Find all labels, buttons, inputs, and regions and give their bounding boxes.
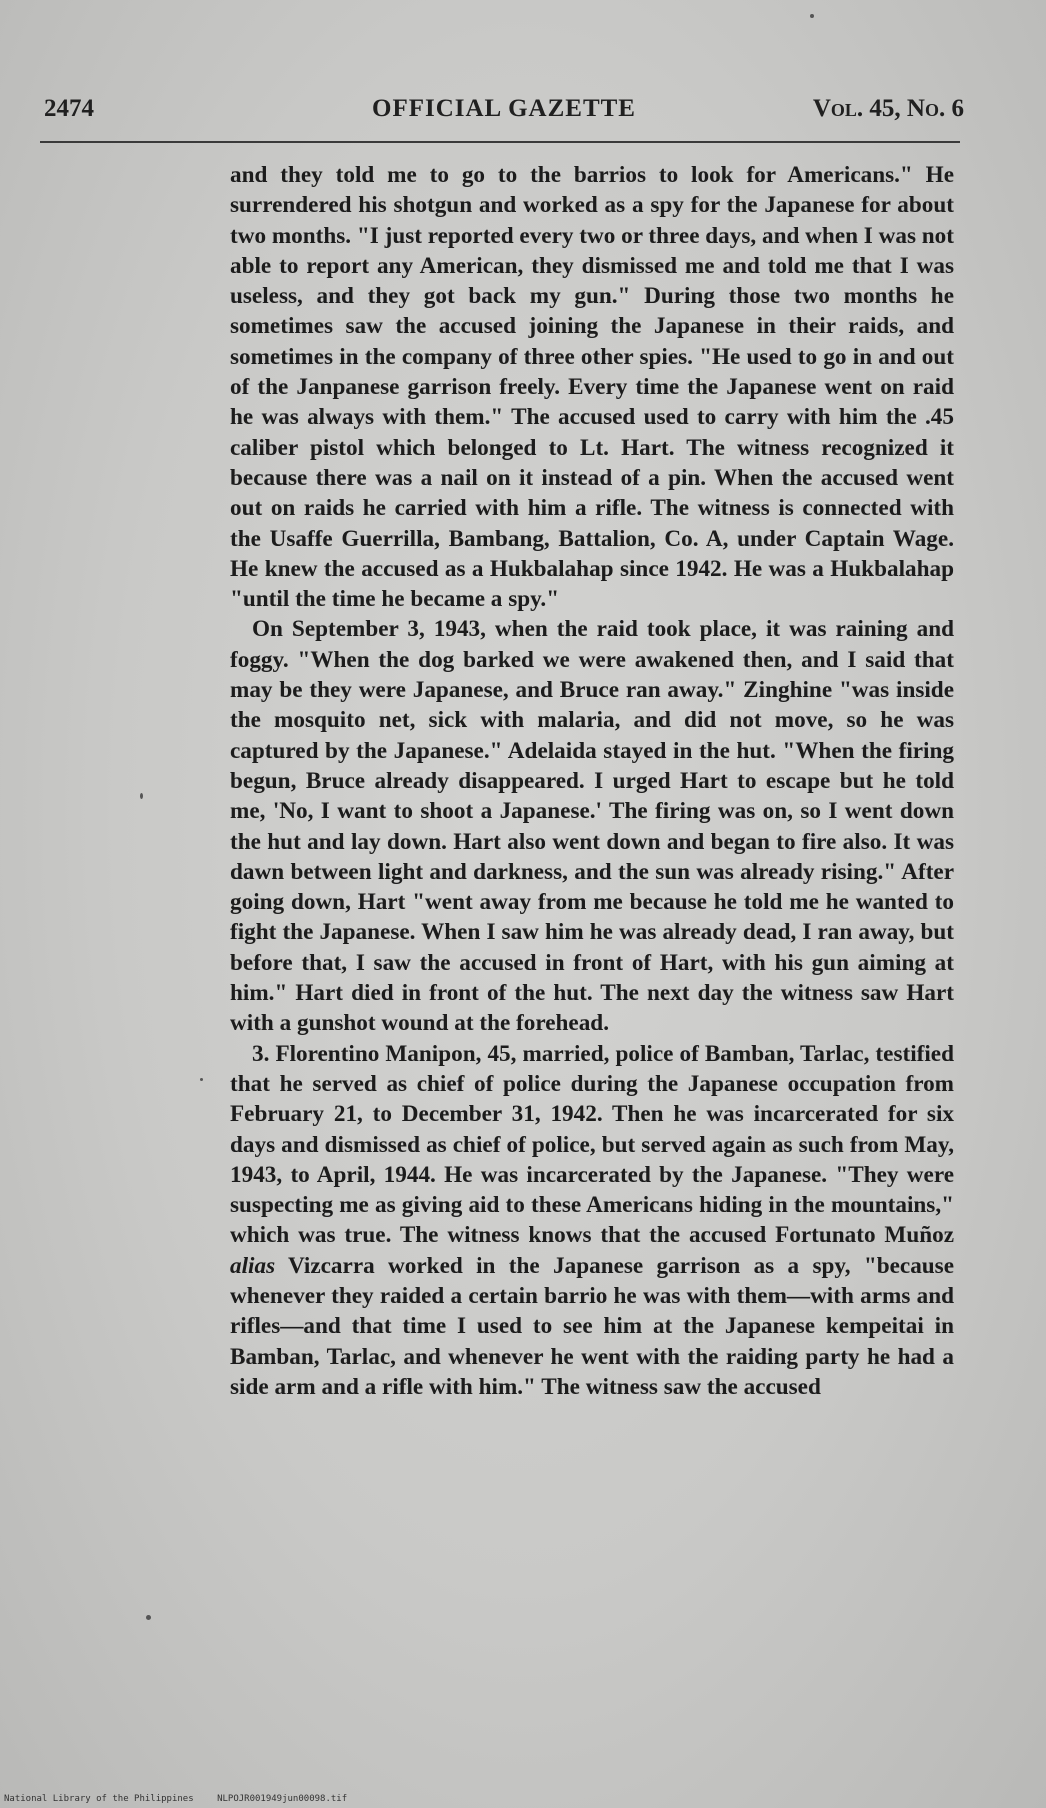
publication-title: OFFICIAL GAZETTE [372,95,636,122]
scan-speck [140,793,143,799]
paragraph-raid: On September 3, 1943, when the raid took place, it was raining and foggy. "When the dog barked we were awakened then, and I said that may be they were Japanese, and Bruce ran away." Zinghine "was inside the mosquito net, sick with malaria, and did not move, so he was captured by the Japanese." Adelaida stayed in the hut. "When the firing begun, Bruce already disappeared. I urged Hart to escape but he told me, 'No, I want to shoot a Japanese.' The firing was on, so I went down the hut and lay down. Hart also went down and began to fire also. It was dawn between light and darkness, and the sun was already rising." After going down, Hart "went away from me because he told me he wanted to fight the Japanese. When I saw him he was already dead, I ran away, but before that, I saw the accused in front of Hart, with his gun aiming at him." Hart died in front of the hut. The next day the witness saw Hart with a gunshot wound at the forehead. [230,616,954,1037]
witness-3-text-end: Vizcarra worked in the Japanese garrison as a spy, "because whenever they raided a certain barrio he was with them—with arms and rifles—and that time I used to see him at the Japanese kempeitai in Bamban, Tarlac, and whenever he went with the raiding party he had a side arm and a rifle with him." The witness saw the accused [230,1252,954,1400]
header-rule [40,141,960,143]
scan-speck [200,1078,203,1081]
paragraph-witness-3 [230,1039,954,1403]
scan-speck [146,1615,151,1620]
witness-3-text-start: 3. Florentino Manipon, 45, married, police of Bamban, Tarlac, testified that he served as chief of police during the Japanese occupation from February 21, to December 31, 1942. Then he was incarcerated for six days and dismissed as chief of police, but served again as such from May, 1943, to April, 1944. He was incarcerated by the Japanese. "They were suspecting me as giving aid to these Americans hiding in the mountains," which was true. The witness knows that the accused Fortunato Muñoz [230,1040,954,1249]
scan-footer [4,1794,347,1804]
volume-issue: Vol. 45, No. 6 [812,95,964,122]
alias-word: alias [230,1252,276,1279]
article-body [230,160,954,1402]
library-credit: National Library of the Philippines [4,1794,194,1804]
paragraph-continuation: and they told me to go to the barrios to look for Americans." He surrendered his shotgun and worked as a spy for the Japanese for about two months. "I just reported every two or three days, and when I was not able to report any American, they dismissed me and told me that I was useless, and they got back my gun." During those two months he sometimes saw the accused joining the Japanese in their raids, and sometimes in the company of three other spies. "He used to go in and out of the Janpanese garrison freely. Every time the Japanese went on raid he was always with them." The accused used to carry with him the .45 caliber pistol which belonged to Lt. Hart. The witness recognized it because there was a nail on it instead of a pin. When the accused went out on raids he carried with him a rifle. The witness is connected with the Usaffe Guerrilla, Bambang, Battalion, Co. A, under Captain Wage. He knew the accused as a Hukbalahap since 1942. He was a Hukbalahap "until the time he became a spy." [230,162,954,613]
scan-speck [810,14,814,18]
page-header [44,95,964,129]
page-number: 2474 [44,95,94,122]
scan-file-id: NLPOJR001949jun00098.tif [217,1794,348,1804]
